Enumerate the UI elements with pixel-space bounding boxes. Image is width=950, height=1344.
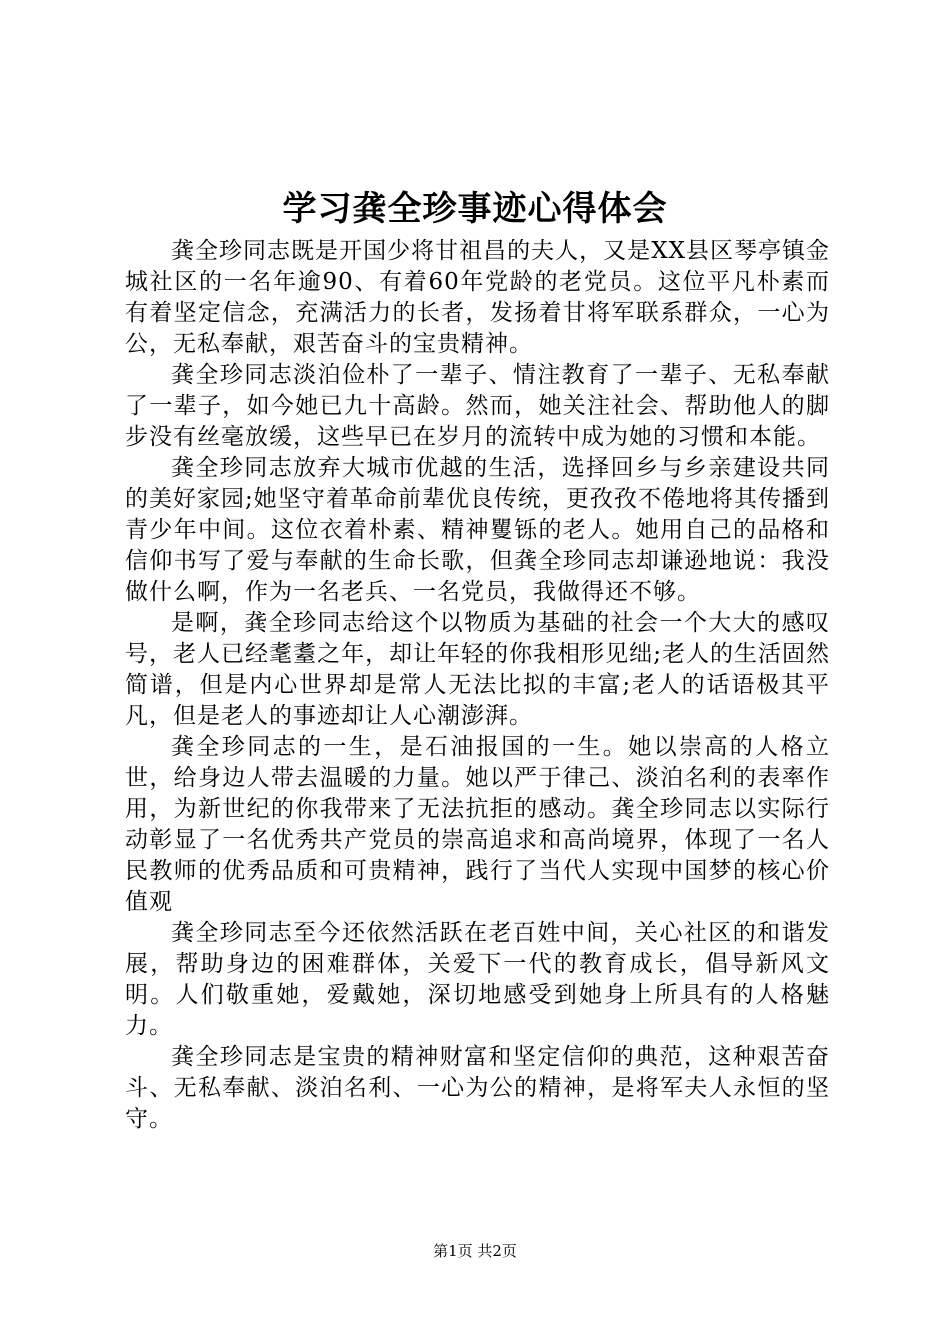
- document-title: 学习龚全珍事迹心得体会: [282, 189, 668, 229]
- document-body: [125, 236, 830, 1135]
- paragraph-6: 龚全珍同志至今还依然活跃在老百姓中间，关心社区的和谐发展，帮助身边的困难群体，关爱下一代的教育成长，倡导新风文明。人们敬重她，爱戴她，深切地感受到她身上所具有的人格魅力。: [125, 920, 830, 1039]
- paragraph-2: 龚全珍同志淡泊俭朴了一辈子、情注教育了一辈子、无私奉献了一辈子，如今她已九十高龄。然而，她关注社会、帮助他人的脚步没有丝毫放缓，这些早已在岁月的流转中成为她的习惯和本能。: [125, 362, 830, 450]
- paragraph-5: 龚全珍同志的一生，是石油报国的一生。她以崇高的人格立世，给身边人带去温暖的力量。她以严于律己、淡泊名利的表率作用，为新世纪的你我带来了无法抗拒的感动。龚全珍同志以实际行动彰显了一名优秀共产党员的崇高追求和高尚境界，体现了一名人民教师的优秀品质和可贵精神，践行了当代人实现中国梦的核心价值观: [125, 734, 830, 915]
- paragraph-3: 龚全珍同志放弃大城市优越的生活，选择回乡与乡亲建设共同的美好家园;她坚守着革命前辈优良传统，更孜孜不倦地将其传播到青少年中间。这位衣着朴素、精神矍铄的老人。她用自己的品格和信仰书写了爱与奉献的生命长歌，但龚全珍同志却谦逊地说：我没做什么啊，作为一名老兵、一名党员，我做得还不够。: [125, 455, 830, 605]
- page-number-footer: 第1页 共2页: [433, 1242, 517, 1260]
- paragraph-1: 龚全珍同志既是开国少将甘祖昌的夫人，又是XX县区琴亭镇金城社区的一名年逾90、有着60年党龄的老党员。这位平凡朴素而有着坚定信念，充满活力的长者，发扬着甘将军联系群众，一心为公，无私奉献，艰苦奋斗的宝贵精神。: [125, 238, 830, 357]
- paragraph-7: 龚全珍同志是宝贵的精神财富和坚定信仰的典范，这种艰苦奋斗、无私奉献、淡泊名利、一心为公的精神，是将军夫人永恒的坚守。: [125, 1044, 830, 1132]
- paragraph-4: 是啊，龚全珍同志给这个以物质为基础的社会一个大大的感叹号，老人已经耄耋之年，却让年轻的你我相形见绌;老人的生活固然简谱，但是内心世界却是常人无法比拟的丰富;老人的话语极其平凡，但是老人的事迹却让人心潮澎湃。: [125, 610, 830, 729]
